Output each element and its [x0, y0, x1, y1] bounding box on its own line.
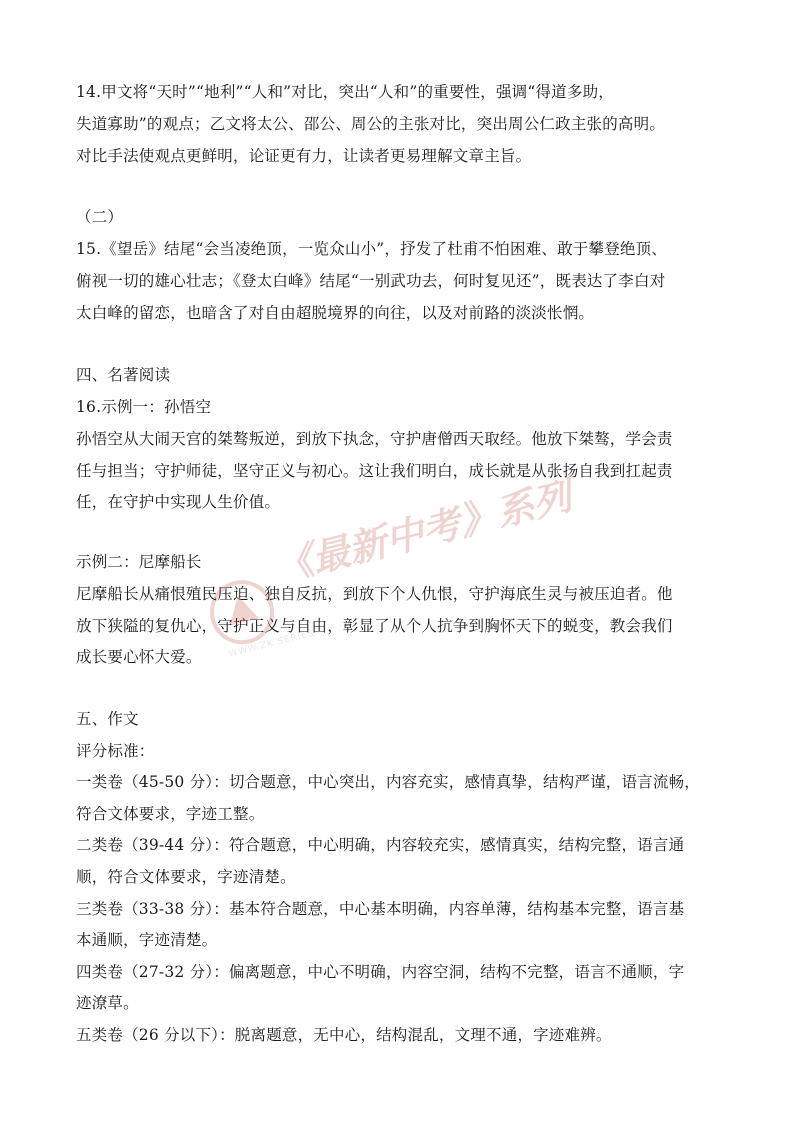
q15-line-3: 太白峰的留恋，也暗含了对自由超脱境界的向往，以及对前路的淡淡怅惘。	[76, 304, 595, 322]
example2-line-3: 成长要心怀大爱。	[76, 648, 202, 666]
criteria-title: 评分标准：	[76, 742, 155, 760]
part2-heading: （二）	[76, 208, 124, 226]
example2-line-2: 放下狭隘的复仇心，守护正义与自由，彰显了从个人抗争到胸怀天下的蜕变，教会我们	[76, 617, 673, 635]
watermark-subtext: WWW.ZK SERIES	[227, 628, 316, 660]
q14-line-2: 失道寡助”的观点；乙文将太公、邵公、周公的主张对比，突出周公仁政主张的高明。	[76, 115, 666, 133]
q15-line-1: 15.《望岳》结尾“会当凌绝顶，一览众山小”，抒发了杜甫不怕困难、敢于攀登绝顶、	[76, 240, 668, 258]
example2-line-1: 尼摩船长从痛恨殖民压迫、独自反抗，到放下个人仇恨，守护海底生灵与被压迫者。他	[76, 585, 673, 603]
criteria-3-line-2: 本通顺，字迹清楚。	[76, 931, 218, 949]
criteria-1-line-2: 符合文体要求，字迹工整。	[76, 805, 265, 823]
watermark-text: 《最新中考》系列	[270, 473, 576, 591]
criteria-4-line-2: 迹潦草。	[76, 994, 139, 1012]
q14-line-3: 对比手法使观点更鲜明，论证更有力，让读者更易理解文章主旨。	[76, 147, 532, 165]
criteria-1-line-1: 一类卷（45-50 分）：切合题意，中心突出，内容充实，感情真挚，结构严谨，语言流畅，	[76, 773, 700, 791]
q14-line-1: 14.甲文将“天时”“地利”“人和”对比，突出“人和”的重要性，强调“得道多助，	[76, 83, 614, 101]
q16-title: 16.示例一：孙悟空	[76, 398, 212, 416]
example1-line-1: 孙悟空从大闹天宫的桀骜叛逆，到放下执念，守护唐僧西天取经。他放下桀骜，学会责	[76, 430, 673, 448]
criteria-3-line-1: 三类卷（33-38 分）：基本符合题意，中心基本明确，内容单薄，结构基本完整，语言基	[76, 900, 685, 918]
criteria-2-line-2: 顺，符合文体要求，字迹清楚。	[76, 868, 296, 886]
example1-line-2: 任与担当；守护师徒，坚守正义与初心。这让我们明白，成长就是从张扬自我到扛起责	[76, 462, 673, 480]
criteria-5-line-1: 五类卷（26 分以下）：脱离题意，无中心，结构混乱，文理不通，字迹难辨。	[76, 1026, 612, 1044]
example2-title: 示例二：尼摩船长	[76, 553, 202, 571]
section5-heading: 五、作文	[76, 710, 139, 728]
section4-heading: 四、名著阅读	[76, 366, 171, 384]
example1-line-3: 任，在守护中实现人生价值。	[76, 493, 281, 511]
q15-line-2: 俯视一切的雄心壮志；《登太白峰》结尾“一别武功去，何时复见还”，既表达了李白对	[76, 272, 666, 290]
criteria-2-line-1: 二类卷（39-44 分）：符合题意，中心明确，内容较充实，感情真实，结构完整，语言通	[76, 836, 685, 854]
criteria-4-line-1: 四类卷（27-32 分）：偏离题意，中心不明确，内容空洞，结构不完整，语言不通顺，字	[76, 963, 685, 981]
